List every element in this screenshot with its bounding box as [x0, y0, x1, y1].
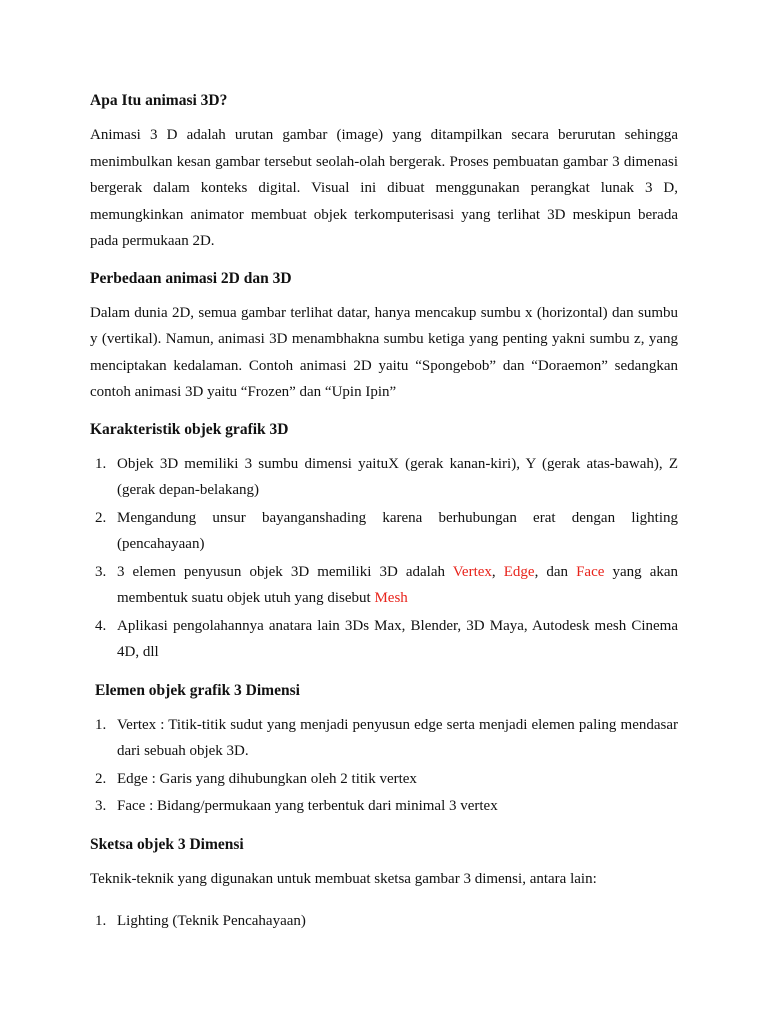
- list-item: [90, 793, 678, 820]
- list-item: [90, 766, 678, 793]
- list-item: [90, 559, 678, 612]
- section-paragraph: Teknik-teknik yang digunakan untuk membuat sketsa gambar 3 dimensi, antara lain:: [90, 870, 597, 887]
- list-number: 1.: [95, 455, 107, 472]
- list-number: 3.: [95, 798, 107, 814]
- list-item: [90, 613, 678, 666]
- list-item: [90, 712, 678, 765]
- list-item-text: 3 elemen penyusun objek 3D memiliki 3D adalah: [117, 563, 453, 580]
- list-item: [90, 908, 678, 935]
- list-number: 1.: [95, 913, 107, 929]
- list-item: [90, 451, 678, 504]
- highlight-term-edge: Edge: [503, 563, 535, 580]
- list-item-text: Aplikasi pengolahannya anatara lain 3Ds Max, Blender, 3D Maya, Autodesk mesh Cinema 4D, dll: [117, 617, 678, 660]
- list-number: 1.: [95, 716, 107, 733]
- numbered-list: [90, 712, 678, 820]
- list-item-text: Vertex : Titik-titik sudut yang menjadi penyusun edge serta menjadi elemen paling mendasar dari sebuah objek 3D.: [117, 716, 678, 759]
- section-heading: Elemen objek grafik 3 Dimensi: [95, 681, 300, 699]
- section-heading: Apa Itu animasi 3D?: [90, 92, 228, 109]
- list-item-text: , dan: [534, 563, 577, 580]
- list-item-text: Face : Bidang/permukaan yang terbentuk dari minimal 3 vertex: [117, 798, 498, 814]
- section-heading: Sketsa objek 3 Dimensi: [90, 835, 244, 853]
- list-item-text: ,: [491, 563, 504, 580]
- list-item-text: Mengandung unsur bayanganshading karena berhubungan erat dengan lighting (pencahayaan): [117, 509, 678, 552]
- highlight-term-vertex: Vertex: [452, 563, 492, 580]
- list-number: 2.: [95, 509, 107, 526]
- document-body: [90, 90, 678, 936]
- list-number: 4.: [95, 617, 107, 634]
- list-item: [90, 505, 678, 558]
- section-heading: Karakteristik objek grafik 3D: [90, 420, 289, 438]
- list-number: 3.: [95, 563, 107, 580]
- list-item-text: Objek 3D memiliki 3 sumbu dimensi yaituX (gerak kanan-kiri), Y (gerak atas-bawah), Z (gerak depan-belakang): [117, 455, 678, 498]
- numbered-list: [90, 451, 678, 666]
- section-paragraph: Dalam dunia 2D, semua gambar terlihat datar, hanya mencakup sumbu x (horizontal) dan sumbu y (vertikal). Namun, animasi 3D menambhakna sumbu ketiga yang penting yakni sumbu z, yang menciptakan kedalaman. Contoh animasi 2D yaitu “Spongebob” dan “Doraemon” sedangkan contoh animasi 3D yaitu “Frozen” dan “Upin Ipin”: [90, 304, 678, 400]
- section-heading: Perbedaan animasi 2D dan 3D: [90, 269, 292, 287]
- list-number: 2.: [95, 770, 107, 787]
- section-paragraph: Animasi 3 D adalah urutan gambar (image) yang ditampilkan secara berurutan sehingga menimbulkan kesan gambar tersebut seolah-olah bergerak. Proses pembuatan gambar 3 dimenasi bergerak dalam konteks digital. Visual ini dibuat menggunakan perangkat lunak 3 D, memungkinkan animator membuat objek terkomputerisasi yang terlihat 3D meskipun berada pada permukaan 2D.: [90, 127, 678, 249]
- list-item-text: yang akan membentuk suatu objek utuh yang disebut: [117, 563, 679, 606]
- numbered-list: [90, 908, 678, 935]
- highlight-term-mesh: Mesh: [374, 590, 408, 606]
- list-item-text: Lighting (Teknik Pencahayaan): [117, 913, 306, 929]
- highlight-term-face: Face: [576, 563, 605, 580]
- list-item-text: Edge : Garis yang dihubungkan oleh 2 titik vertex: [117, 770, 417, 787]
